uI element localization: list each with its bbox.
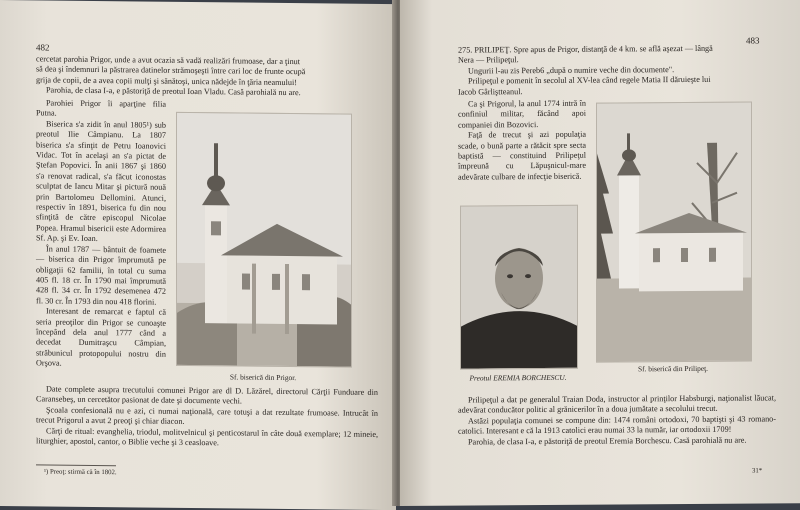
text-line: grija de copii, de a avea copii mulţi şi sănătoşi, unica nădejde în ţăria neamului!: [36, 75, 298, 87]
priest-portrait-photo: [460, 205, 578, 370]
left-bottom-text: [36, 384, 378, 450]
prigor-church-caption: Sf. biserică din Prigor.: [229, 372, 297, 383]
prilipet-church-photo: [596, 102, 752, 363]
left-page: [0, 0, 396, 510]
left-top-text: [36, 54, 378, 99]
page-number-left: 482: [36, 42, 50, 53]
footnote: ¹) Preoţ: stirmă că în 1802.: [44, 468, 117, 477]
paragraph: Parohiei Prigor îi aparţine filia Putna.: [36, 98, 166, 119]
parohia-line: Parohia, de clasa I-a, e păstoriţă de preotul Ioan Vladu. Casă parohială nu are.: [46, 85, 301, 98]
text-line: Iacob Gârliştteanul.: [458, 86, 523, 97]
page-number-right: 483: [746, 35, 760, 46]
paragraph: Astăzi populaţia comunei se compune din: 1474 români ortodoxi, 70 baptişti şi 43 romano-catolici. Interesant e că la 1913 catolici erau numai 33 la număr, iar ortodoxii 1709!: [458, 414, 776, 436]
right-page: [400, 0, 800, 506]
priest-portrait-caption: Preotul EREMIA BORCHESCU.: [469, 372, 567, 383]
prilipet-church-caption: Sf. biserică din Prilipeţ.: [638, 363, 708, 374]
right-head-text: [458, 43, 776, 97]
paragraph: Şcoala confesională nu e azi, ci numai naţională, care totuşi a dat rezultate frumoase. Intrucât în trecut Prigorul a avut 2 preoţi şi chiar diacon.: [36, 405, 378, 427]
paragraph: Interesant de remarcat e faptul că seria preoţilor din Prigor se cunoaşte începând dela anul 1777 când a decedat Dumitraşcu Câmpian, străbunicul protopopului nostru din Orşova.: [36, 306, 166, 368]
paragraph: Date complete asupra trecutului comunei Prigor are dl D. Lăzărel, directorul Cărţii Funduare din Caransebeş, un cercetător pasionat de date şi documente vechi.: [36, 384, 378, 406]
text-line: Prilipeţul e pomenit în secolul al XV-lea când regele Matia II dăruieşte lui: [468, 75, 711, 86]
paragraph: Prilipeţul a dat pe generalul Traian Doda, instructor al prinţilor Habsburgi, naţionalist lăucat, adevărat conducător politic al grănicerilor în a doua jumătate a secolului trecut.: [458, 393, 776, 416]
paragraph: În anul 1787 — bântuit de foamete — biserica din Prigor împrumută pe obligaţii 62 familii, în total cu suma 405 fl. 18 cr. În 1790 mai împrumută 428 fl. 34 cr. În 1792 desemenea 472 fl. 30 cr. În 1793 din nou 418 florini.: [36, 244, 166, 307]
signature-mark: 31*: [752, 467, 763, 475]
prigor-church-photo: [176, 112, 352, 368]
paragraph: Ca şi Prigorul, la anul 1774 intră în confiniul militar, făcând apoi companiei din Bozovici.: [458, 98, 586, 130]
paragraph: Parohia, de clasa I-a, e păstoriţă de preotul Eremia Borchescu. Casă parohială nu are.: [468, 435, 747, 447]
footnote-rule: [36, 464, 116, 466]
paragraph: Biserica s'a zidit în anul 1805¹) sub preotul Ilie Câmpianu. La 1807 biserica s'a sfinţit de Petru Ioanovici Vidac. Tot în acelaşi an s'a pictat de Ştefan Popovici. În anii 1867 şi 1860 s'a renovat radical, s'a făcut iconostas sculptat de Iancu Mitar şi pictură nouă prin Bartolomeu Dellomini. Atunci, respectiv în 1891, biserica fu din nou sfinţită de către episcopul Nicolae Popea. Hramul bisericii este Adormirea Sf. Ap. şi Ev. Ioan.: [36, 119, 166, 244]
text-line: 275. PRILIPEŢ. Spre apus de Prigor, distanţă de 4 km. se află aşezat — lângă: [458, 43, 713, 55]
left-column-text: [36, 98, 166, 370]
text-line: cercetat parohia Prigor, unde a avut ocazia să vadă realizări frumoase, dar a ţinut: [36, 54, 301, 67]
paragraph: Faţă de trecut şi azi populaţia scade, o bună parte a rătăcit spre secta baptistă — constituind Prilipeţul împreună cu Lăpuşnicul-mare adevărate culbare de infecţie biserică.: [458, 129, 586, 182]
paragraph: Cărţi de ritual: evanghelia, triodul, molitvelnicul şi penticostarul în câte două exemplare; 12 mineie, liturghier, apostol, cantor, o Biblie veche şi 3 ceasloave.: [36, 426, 378, 448]
right-column-text: [458, 99, 586, 183]
text-line: Ungurii l-au zis Pereb6 „după o numire veche din documente".: [468, 64, 675, 76]
right-bottom-text: [458, 393, 776, 447]
text-line: să dea şi îndemnuri la păstrarea datinelor strămoşeşti între cari loc de frunte ocupă: [36, 64, 306, 77]
text-line: Nera — Prilipeţul.: [458, 55, 519, 66]
